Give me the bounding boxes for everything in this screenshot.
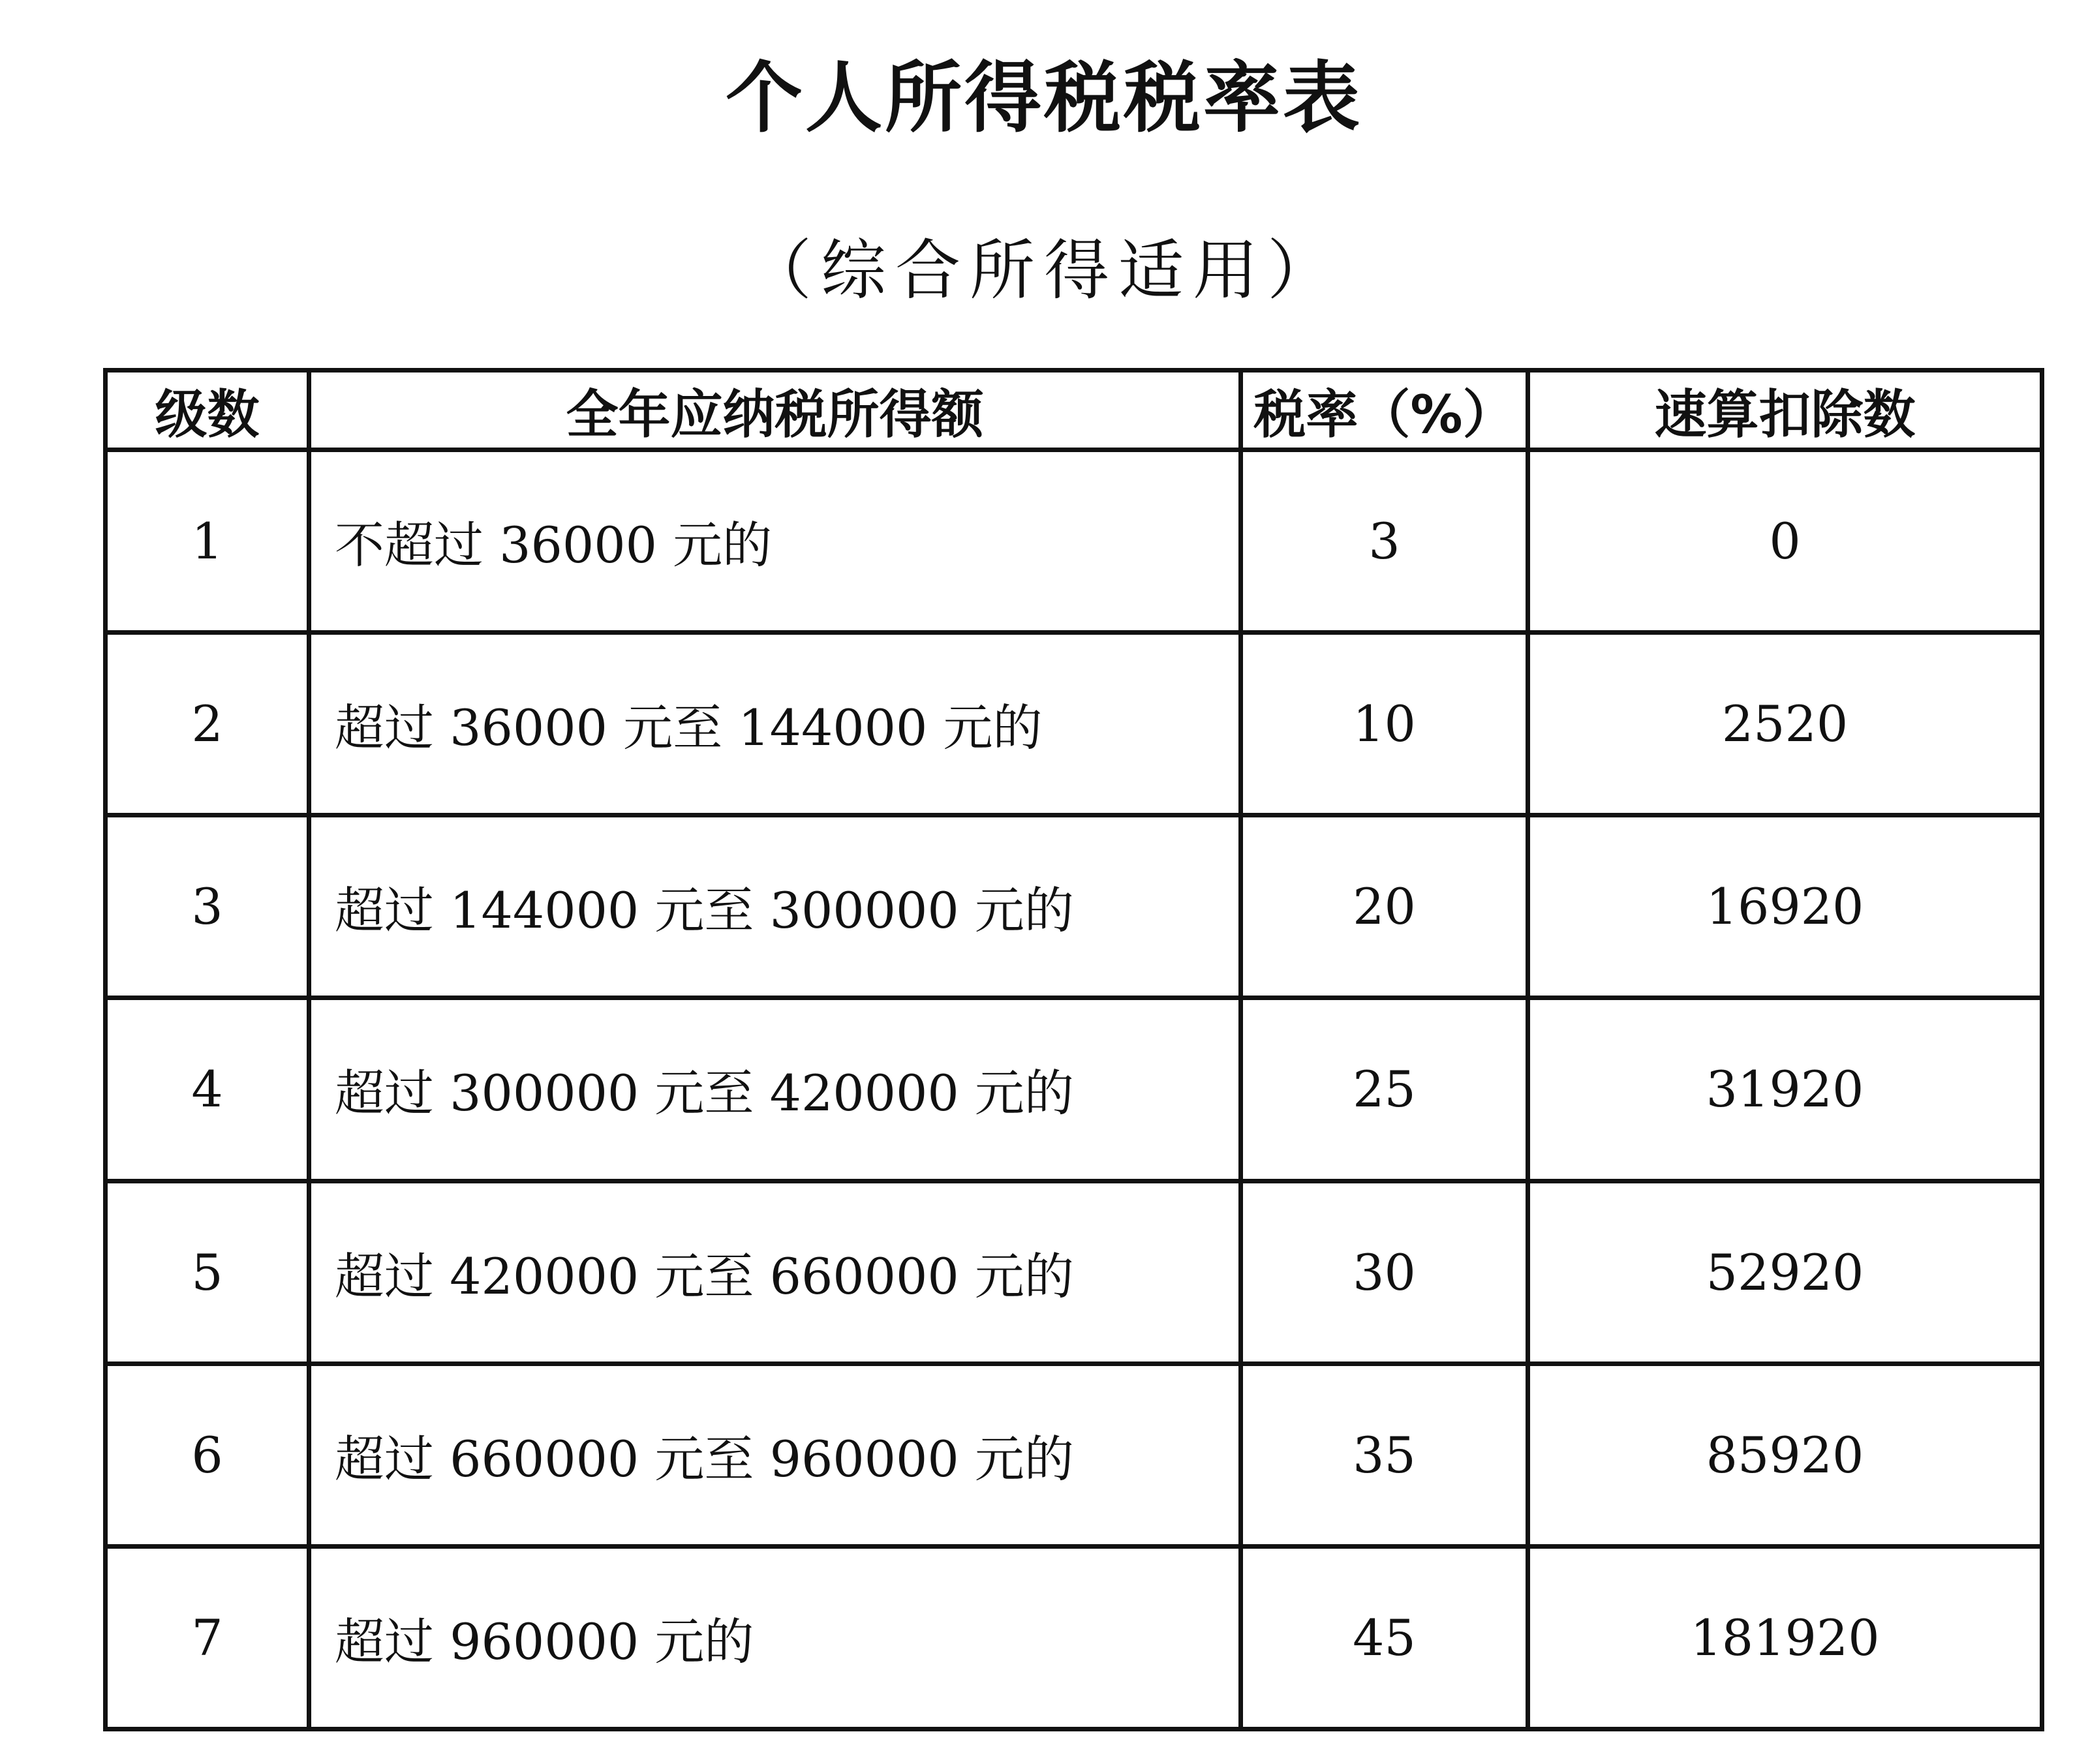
cell-deduction: 181920 <box>1528 1546 2042 1729</box>
table-row <box>106 1363 2042 1546</box>
table-row <box>106 815 2042 998</box>
cell-level: 6 <box>106 1363 309 1546</box>
cell-income: 超过 420000 元至 660000 元的 <box>309 1181 1241 1363</box>
table-row <box>106 633 2042 815</box>
cell-deduction: 16920 <box>1528 815 2042 998</box>
table-row <box>106 1546 2042 1729</box>
cell-income: 不超过 36000 元的 <box>309 450 1241 633</box>
cell-level: 4 <box>106 998 309 1181</box>
cell-income: 超过 36000 元至 144000 元的 <box>309 633 1241 815</box>
cell-rate: 25 <box>1241 998 1528 1181</box>
cell-rate: 10 <box>1241 633 1528 815</box>
header-rate: 税率（%） <box>1241 371 1528 450</box>
cell-rate: 30 <box>1241 1181 1528 1363</box>
table-header-row <box>106 371 2042 450</box>
header-income: 全年应纳税所得额 <box>309 371 1241 450</box>
document-subtitle: （综合所得适用） <box>746 232 1342 309</box>
header-deduction: 速算扣除数 <box>1528 371 2042 450</box>
tax-rate-table <box>103 368 2044 1731</box>
cell-income: 超过 660000 元至 960000 元的 <box>309 1363 1241 1546</box>
table-row <box>106 998 2042 1181</box>
header-level: 级数 <box>106 371 309 450</box>
document-title: 个人所得税税率表 <box>725 52 1362 143</box>
cell-income: 超过 960000 元的 <box>309 1546 1241 1729</box>
cell-deduction: 85920 <box>1528 1363 2042 1546</box>
cell-rate: 3 <box>1241 450 1528 633</box>
table-row <box>106 1181 2042 1363</box>
cell-deduction: 52920 <box>1528 1181 2042 1363</box>
cell-deduction: 31920 <box>1528 998 2042 1181</box>
cell-rate: 35 <box>1241 1363 1528 1546</box>
cell-rate: 20 <box>1241 815 1528 998</box>
cell-deduction: 2520 <box>1528 633 2042 815</box>
cell-income: 超过 144000 元至 300000 元的 <box>309 815 1241 998</box>
cell-level: 1 <box>106 450 309 633</box>
table-row <box>106 450 2042 633</box>
cell-level: 2 <box>106 633 309 815</box>
cell-rate: 45 <box>1241 1546 1528 1729</box>
cell-deduction: 0 <box>1528 450 2042 633</box>
cell-income: 超过 300000 元至 420000 元的 <box>309 998 1241 1181</box>
cell-level: 7 <box>106 1546 309 1729</box>
cell-level: 5 <box>106 1181 309 1363</box>
cell-level: 3 <box>106 815 309 998</box>
